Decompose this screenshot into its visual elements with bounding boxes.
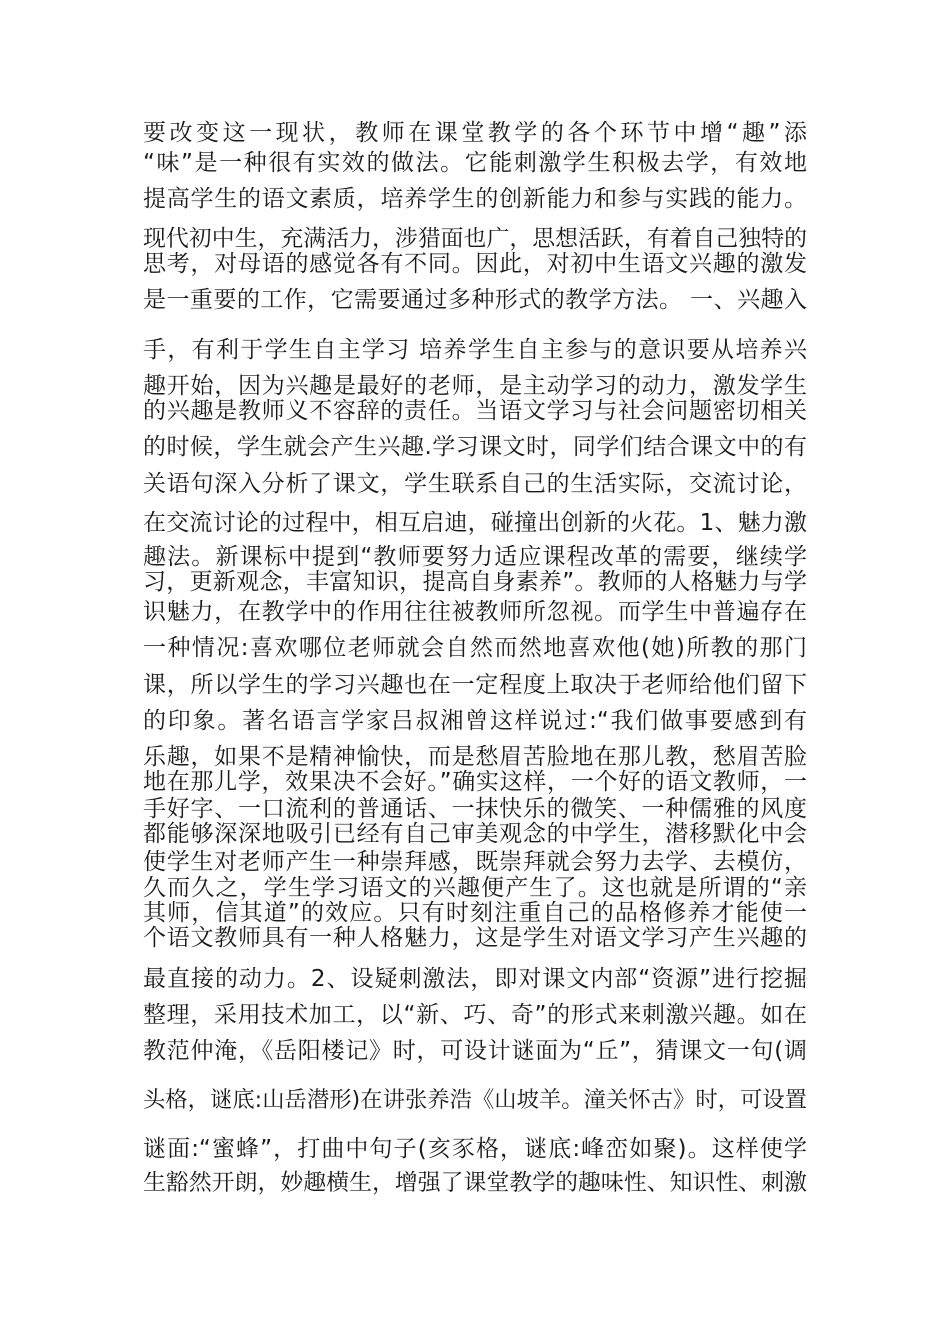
text-line: 久而久之，学生学习语文的兴趣便产生了。这也就是所谓的“亲 — [143, 875, 807, 901]
text-line: 思考，对母语的感觉各有不同。因此，对初中生语文兴趣的激发 — [143, 251, 807, 277]
text-line: 生豁然开朗，妙趣横生，增强了课堂教学的趣味性、知识性、刺激 — [143, 1170, 807, 1196]
text-line: 习，更新观念，丰富知识，提高自身素养”。教师的人格魅力与学 — [143, 569, 807, 595]
text-line: 的兴趣是教师义不容辞的责任。当语文学习与社会问题密切相关 — [143, 398, 807, 424]
text-line: 头格，谜底:山岳潜形)在讲张养浩《山坡羊。潼关怀古》时，可设置 — [143, 1087, 807, 1113]
text-line: 提高学生的语文素质，培养学生的创新能力和参与实践的能力。 — [143, 186, 807, 212]
text-line: 的印象。著名语言学家吕叔湘曾这样说过:“我们做事要感到有 — [143, 708, 807, 734]
text-line: 教范仲淹，《岳阳楼记》时，可设计谜面为“丘”，猜课文一句(调 — [143, 1038, 807, 1064]
text-line: 课，所以学生的学习兴趣也在一定程度上取决于老师给他们留下 — [143, 672, 807, 698]
text-line: 个语文教师具有一种人格魅力，这是学生对语文学习产生兴趣的 — [143, 925, 807, 951]
text-line: 是一重要的工作，它需要通过多种形式的教学方法。 一、兴趣入 — [143, 287, 807, 313]
text-line: 现代初中生，充满活力，涉猎面也广，思想活跃，有着自己独特的 — [143, 226, 807, 252]
text-line: 其师，信其道”的效应。只有时刻注重自己的品格修养才能使一 — [143, 900, 807, 926]
text-line: 识魅力，在教学中的作用往往被教师所忽视。而学生中普遍存在 — [143, 599, 807, 625]
text-line: 一种情况:喜欢哪位老师就会自然而然地喜欢他(她)所教的那门 — [143, 635, 807, 661]
text-line: 手，有利于学生自主学习 培养学生自主参与的意识要从培养兴 — [143, 337, 807, 363]
text-line: 关语句深入分析了课文，学生联系自己的生活实际，交流讨论， — [143, 471, 807, 497]
text-line: 手好字、一口流利的普通话、一抹快乐的微笑、一种儒雅的风度 — [143, 796, 807, 822]
text-line: 地在那儿学，效果决不会好。”确实这样，一个好的语文教师，一 — [143, 769, 807, 795]
text-line: 使学生对老师产生一种崇拜感，既崇拜就会努力去学、去模仿， — [143, 849, 807, 875]
text-line: 在交流讨论的过程中，相互启迪，碰撞出创新的火花。1、魅力激 — [143, 510, 807, 536]
text-line: 趣法。新课标中提到“教师要努力适应课程改革的需要，继续学 — [143, 544, 807, 570]
text-line: 乐趣，如果不是精神愉快，而是愁眉苦脸地在那儿教，愁眉苦脸 — [143, 744, 807, 770]
text-line: “味”是一种很有实效的做法。它能刺激学生积极去学，有效地 — [143, 150, 807, 176]
text-line: 都能够深深地吸引已经有自己审美观念的中学生，潜移默化中会 — [143, 821, 807, 847]
text-line: 整理，采用技术加工，以“新、巧、奇”的形式来刺激兴趣。如在 — [143, 1002, 807, 1028]
text-line: 最直接的动力。2、设疑刺激法，即对课文内部“资源”进行挖掘 — [143, 966, 807, 992]
text-line: 趣开始，因为兴趣是最好的老师，是主动学习的动力，激发学生 — [143, 373, 807, 399]
text-line: 谜面:“蜜蜂”，打曲中句子(亥豕格，谜底:峰峦如聚)。这样使学 — [143, 1136, 807, 1162]
text-line: 要改变这一现状，教师在课堂教学的各个环节中增“趣”添 — [143, 120, 807, 146]
text-line: 的时候，学生就会产生兴趣.学习课文时，同学们结合课文中的有 — [143, 434, 807, 460]
